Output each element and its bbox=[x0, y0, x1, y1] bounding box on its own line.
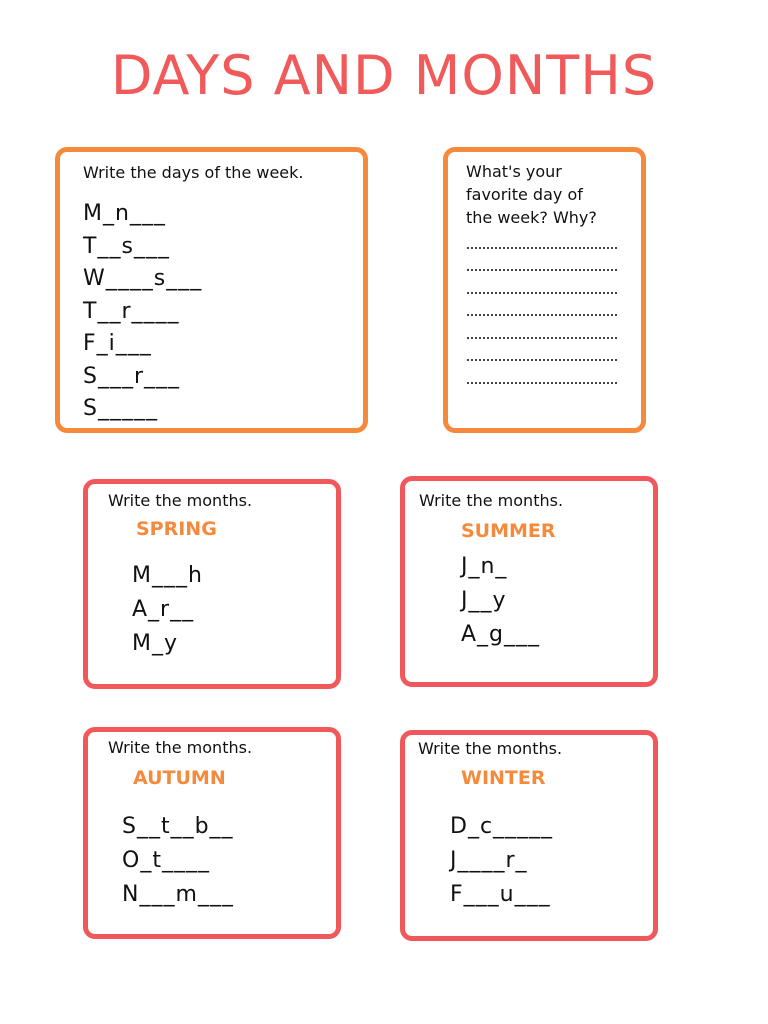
summer-instruction: Write the months. bbox=[419, 491, 564, 510]
day-word: T__r____ bbox=[83, 298, 180, 324]
month-word: M_y bbox=[132, 631, 179, 656]
month-word: A_r__ bbox=[132, 597, 195, 622]
winter-heading: WINTER bbox=[461, 767, 546, 789]
month-word: M___h bbox=[132, 563, 203, 588]
month-word: S__t__b__ bbox=[122, 814, 234, 839]
summer-heading: SUMMER bbox=[461, 520, 556, 542]
month-word: D_c_____ bbox=[450, 814, 554, 839]
page-title: DAYS AND MONTHS bbox=[110, 44, 658, 107]
month-word: A_g___ bbox=[461, 622, 541, 647]
summer-word-list bbox=[461, 550, 540, 652]
autumn-instruction: Write the months. bbox=[108, 738, 253, 757]
answer-line[interactable] bbox=[467, 249, 617, 272]
month-word: J_n_ bbox=[461, 554, 508, 579]
day-word: S___r___ bbox=[83, 363, 181, 389]
winter-word-list bbox=[450, 810, 553, 912]
month-word: J____r_ bbox=[450, 848, 528, 873]
month-word: O_t____ bbox=[122, 848, 210, 873]
favorite-day-question bbox=[466, 160, 597, 229]
day-word: S_____ bbox=[83, 396, 158, 421]
spring-instruction: Write the months. bbox=[108, 491, 253, 510]
answer-line[interactable] bbox=[467, 339, 617, 362]
month-word: N___m___ bbox=[122, 882, 234, 907]
day-word: W____s___ bbox=[83, 266, 203, 291]
answer-lines bbox=[467, 226, 617, 384]
question-line: the week? Why? bbox=[466, 208, 597, 227]
answer-line[interactable] bbox=[467, 361, 617, 384]
month-word: F___u___ bbox=[450, 882, 551, 907]
answer-line[interactable] bbox=[467, 226, 617, 249]
day-word: F_i___ bbox=[83, 331, 152, 356]
spring-word-list bbox=[132, 559, 203, 661]
spring-card bbox=[83, 479, 341, 689]
answer-line[interactable] bbox=[467, 316, 617, 339]
autumn-heading: AUTUMN bbox=[133, 767, 226, 789]
answer-line[interactable] bbox=[467, 294, 617, 317]
question-line: What's your bbox=[466, 162, 562, 181]
winter-instruction: Write the months. bbox=[418, 739, 563, 758]
day-word: M_n___ bbox=[83, 201, 166, 226]
days-word-list bbox=[83, 198, 202, 426]
days-instruction: Write the days of the week. bbox=[83, 163, 304, 182]
autumn-word-list bbox=[122, 810, 234, 912]
spring-heading: SPRING bbox=[136, 518, 217, 540]
month-word: J__y bbox=[461, 588, 507, 613]
answer-line[interactable] bbox=[467, 271, 617, 294]
day-word: T__s___ bbox=[83, 233, 170, 259]
question-line: favorite day of bbox=[466, 185, 583, 204]
